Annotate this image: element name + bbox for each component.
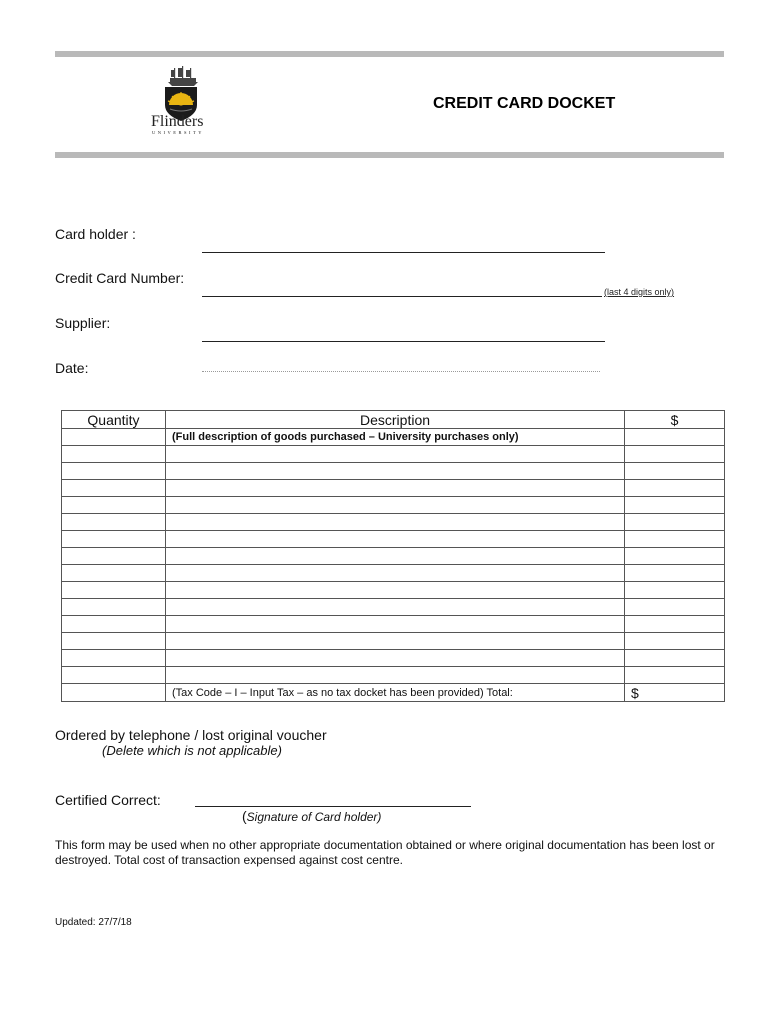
table-cell[interactable]	[166, 633, 625, 650]
page-title: CREDIT CARD DOCKET	[433, 95, 616, 112]
table-cell[interactable]	[166, 548, 625, 565]
table-cell[interactable]	[62, 650, 166, 667]
table-row	[62, 650, 725, 667]
total-label: (Tax Code – I – Input Tax – as no tax docket has been provided) Total:	[172, 686, 513, 699]
table-cell[interactable]	[625, 565, 725, 582]
bottom-rule	[55, 152, 724, 158]
table-cell[interactable]	[62, 531, 166, 548]
table-cell[interactable]	[166, 531, 625, 548]
table-cell[interactable]	[166, 599, 625, 616]
credit-card-hint: (last 4 digits only)	[604, 287, 675, 297]
table-cell[interactable]	[166, 480, 625, 497]
amount-header: $	[625, 411, 725, 429]
table-cell[interactable]	[625, 446, 725, 463]
table-row	[62, 582, 725, 599]
supplier-field[interactable]	[202, 341, 605, 342]
description-header: Description	[166, 411, 625, 429]
table-row	[62, 463, 725, 480]
logo-wordmark: Flinders	[151, 113, 204, 130]
table-cell[interactable]	[62, 429, 166, 446]
total-amount-cell[interactable]: $	[625, 684, 725, 702]
table-row	[62, 514, 725, 531]
table-cell[interactable]	[166, 446, 625, 463]
table-cell[interactable]	[166, 497, 625, 514]
table-row	[62, 633, 725, 650]
table-cell[interactable]	[625, 429, 725, 446]
table-row	[62, 497, 725, 514]
credit-card-label: Credit Card Number:	[55, 270, 185, 286]
table-cell[interactable]	[62, 599, 166, 616]
disclaimer-text: This form may be used when no other appropriate documentation obtained or where original documentation has been lost or destroyed. Total cost of transaction expensed against cost centre.	[55, 838, 715, 867]
table-cell[interactable]	[625, 497, 725, 514]
table-cell[interactable]	[62, 480, 166, 497]
table-row	[62, 616, 725, 633]
description-subheader: (Full description of goods purchased – University purchases only)	[172, 430, 519, 443]
table-row	[62, 480, 725, 497]
table-cell[interactable]	[625, 548, 725, 565]
table-cell[interactable]	[625, 616, 725, 633]
table-cell[interactable]	[166, 582, 625, 599]
table-row	[62, 667, 725, 684]
table-cell[interactable]	[625, 582, 725, 599]
quantity-header: Quantity	[62, 411, 166, 429]
table-cell[interactable]	[166, 514, 625, 531]
table-cell[interactable]	[166, 650, 625, 667]
table-cell[interactable]	[62, 463, 166, 480]
updated-date: Updated: 27/7/18	[55, 917, 132, 928]
table-row	[62, 548, 725, 565]
table-cell[interactable]	[625, 599, 725, 616]
table-cell[interactable]	[62, 684, 166, 702]
table-cell[interactable]	[62, 565, 166, 582]
table-cell[interactable]	[166, 565, 625, 582]
table-cell[interactable]	[62, 514, 166, 531]
card-holder-label: Card holder :	[55, 226, 136, 242]
total-label-cell	[166, 684, 625, 702]
table-cell[interactable]	[62, 497, 166, 514]
table-cell[interactable]	[166, 667, 625, 684]
table-cell[interactable]	[625, 633, 725, 650]
table-cell[interactable]	[166, 616, 625, 633]
table-cell[interactable]	[62, 616, 166, 633]
total-row	[62, 684, 725, 702]
table-cell[interactable]	[625, 514, 725, 531]
signature-paren: (	[242, 808, 247, 824]
table-row	[62, 446, 725, 463]
table-cell[interactable]	[62, 633, 166, 650]
table-cell[interactable]	[62, 446, 166, 463]
table-cell[interactable]	[62, 582, 166, 599]
logo-subtext: UNIVERSITY	[152, 130, 204, 135]
certified-label: Certified Correct:	[55, 792, 161, 808]
date-label: Date:	[55, 360, 89, 376]
table-row	[62, 565, 725, 582]
description-subheader-cell	[166, 429, 625, 446]
table-cell[interactable]	[62, 548, 166, 565]
table-cell[interactable]	[625, 463, 725, 480]
table-row	[62, 531, 725, 548]
table-cell[interactable]	[62, 667, 166, 684]
card-holder-field[interactable]	[202, 252, 605, 253]
table-cell[interactable]	[625, 531, 725, 548]
table-cell[interactable]	[625, 480, 725, 497]
top-rule	[55, 51, 724, 57]
signature-note	[242, 808, 381, 824]
signature-note-text: Signature of Card holder)	[246, 810, 382, 824]
items-table	[61, 410, 725, 702]
date-field[interactable]	[202, 371, 600, 372]
credit-card-field[interactable]	[202, 296, 602, 297]
table-cell[interactable]	[625, 667, 725, 684]
table-row	[62, 599, 725, 616]
table-cell[interactable]	[166, 463, 625, 480]
signature-field[interactable]	[195, 806, 471, 807]
supplier-label: Supplier:	[55, 315, 111, 331]
table-subheader-row	[62, 429, 725, 446]
delete-note: (Delete which is not applicable)	[102, 743, 282, 758]
ordered-by-text: Ordered by telephone / lost original voucher	[55, 727, 327, 743]
table-cell[interactable]	[625, 650, 725, 667]
